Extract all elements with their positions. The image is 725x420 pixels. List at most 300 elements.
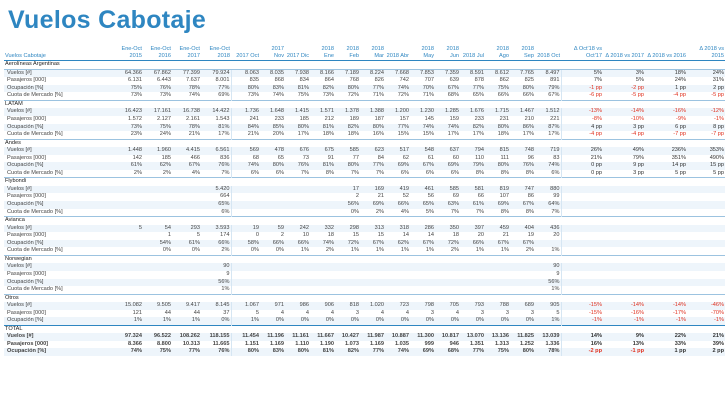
table-cell: 3 [355,309,359,316]
table-cell: 6.561 [201,147,231,155]
table-cell [114,232,143,240]
table-cell: 0 [231,232,260,240]
table-cell: 1% [551,247,560,254]
variation-cell [645,263,687,271]
table-cell: 65% [201,201,231,209]
table-cell: 1.572 [128,116,142,123]
table-cell: 83% [260,348,285,356]
table-cell: 62% [385,240,410,248]
table-cell: 77% [385,124,410,132]
variation-cell: -7 pp [673,131,686,138]
table-cell: 69% [410,348,435,356]
variation-cell: -1 pp [561,85,603,93]
table-cell: 231 [499,116,509,123]
variation-cell [603,286,645,294]
table-cell: 69% [385,162,410,170]
table-cell: 11.300 [410,333,435,341]
row-label: Pasajeros [000] [7,116,46,123]
variation-cell: 79% [632,154,644,161]
row-label: Ocupación [%] [4,348,114,356]
table-cell: 74% [535,162,561,170]
table-cell: 723 [385,302,410,310]
table-row [4,108,725,116]
table-row [4,155,725,163]
table-cell: 1.648 [260,108,285,116]
table-cell [385,263,410,271]
section-title: Otros [4,294,725,302]
row-label: Ocupación [%] [4,317,114,325]
table-cell: 3.593 [201,225,231,233]
table-cell: 210 [524,116,534,123]
table-cell: 73% [322,92,334,99]
table-cell [231,193,260,201]
table-cell: 84% [231,124,260,132]
column-header: Δ 2018 vs 2015 [687,46,725,61]
table-cell: 0% [162,247,171,254]
table-row [4,77,725,85]
row-label: Ocupación [%] [4,85,114,93]
variation-cell: -1 pp [603,348,645,356]
table-cell [114,271,143,279]
table-cell: 80% [260,162,285,170]
table-cell: 69% [218,92,230,99]
table-row [4,209,725,217]
table-cell [535,240,561,248]
table-cell: 3 [505,309,509,316]
table-cell: 233 [274,116,284,123]
table-cell [435,286,460,294]
table-cell: 81% [310,162,335,170]
table-row [4,116,725,124]
table-cell: 8% [525,169,534,176]
table-cell [114,209,143,217]
variation-cell [603,279,645,287]
table-cell: 0% [285,317,310,325]
table-cell: 517 [385,147,410,155]
table-cell: 419 [385,186,410,194]
variation-cell [687,186,725,194]
row-label: Cuota de Mercado [%] [7,247,63,254]
table-cell: 878 [474,77,484,84]
table-cell: 7.189 [335,69,360,77]
table-cell [410,286,435,294]
table-cell: 11.667 [310,333,335,341]
column-header: Ene-Oct 2018 [201,46,231,61]
table-cell: 69 [452,193,459,200]
table-cell: 54% [143,240,172,248]
variation-cell [687,286,725,294]
table-cell: 8.366 [128,340,142,347]
variation-cell: 21% [687,333,725,341]
table-cell: 17% [218,131,230,138]
table-cell: 1% [231,317,260,325]
table-row [4,92,725,100]
table-cell: 81% [310,124,335,132]
table-cell [260,201,285,209]
table-cell: 73% [159,92,171,99]
section-row [4,100,725,108]
table-cell: 17% [522,131,534,138]
table-cell [285,263,310,271]
variation-cell [561,209,603,217]
variation-cell [603,232,645,240]
table-cell: 986 [285,302,310,310]
variation-cell [603,186,645,194]
table-cell: 11.196 [260,333,285,341]
table-cell: 6% [400,169,409,176]
table-row [4,162,725,170]
table-cell: 82% [335,348,360,356]
table-cell: 466 [190,154,200,161]
variation-cell [561,279,603,287]
table-cell: 76% [143,85,172,93]
table-cell: 10.313 [182,340,200,347]
variation-cell [645,279,687,287]
variation-cell: 0 pp [561,162,603,170]
table-cell: 0% [191,247,200,254]
table-cell: 65% [472,92,484,99]
table-cell: 221 [550,116,560,123]
table-row [4,201,725,209]
table-cell: 768 [349,77,359,84]
table-cell [460,279,485,287]
table-cell: 75% [485,85,510,93]
row-label: Vuelos [#] [4,302,114,310]
variation-cell: 16% [561,341,603,349]
table-cell: 15 [352,232,359,239]
variation-cell: 14 pp [645,162,687,170]
table-cell: 76% [510,162,535,170]
table-cell: 169 [360,186,385,194]
table-cell: 819 [485,186,510,194]
table-cell: 61 [427,154,434,161]
variation-cell: 26% [561,147,603,155]
table-cell: 67% [410,162,435,170]
table-cell: 73% [130,92,142,99]
section-row [4,217,725,225]
table-cell [485,271,510,279]
table-cell: 0% [385,317,410,325]
variation-cell [687,232,725,240]
variation-cell: 21% [561,155,603,163]
table-row [4,85,725,93]
table-cell: 459 [485,225,510,233]
table-cell: 675 [310,147,335,155]
section-row [4,178,725,186]
table-cell: 1% [500,247,509,254]
table-cell: 74% [435,124,460,132]
table-cell: 72% [347,92,359,99]
variation-cell: -5 pp [711,92,724,99]
table-cell: 65 [277,154,284,161]
variation-cell: 4 pp [561,124,603,132]
table-cell [231,186,260,194]
variation-cell: 6 pp [645,124,687,132]
table-cell: 1% [375,247,384,254]
table-cell: 664 [220,193,230,200]
table-cell: 13.039 [535,333,561,341]
table-cell: 8.035 [260,69,285,77]
variation-cell: 7% [561,77,603,85]
table-cell: 3 [480,309,484,316]
table-cell: 7% [350,169,359,176]
table-cell [285,209,310,217]
variation-cell: -14% [603,108,645,116]
table-cell: 1.736 [231,108,260,116]
table-cell [485,279,510,287]
table-cell [260,193,285,201]
variation-cell [687,225,725,233]
variation-cell [561,225,603,233]
table-cell: 1.285 [435,108,460,116]
table-cell: 581 [460,186,485,194]
table-header [4,46,725,61]
table-cell: 90 [201,263,231,271]
row-label: Ocupación [%] [4,162,114,170]
row-label: Vuelos [#] [4,225,114,233]
row-label: Pasajeros [000] [7,77,46,84]
table-cell: 10 [302,232,309,239]
row-label: Cuota de Mercado [%] [7,286,63,293]
table-cell: 946 [449,340,459,347]
variation-cell: -5 pp [631,92,644,99]
table-cell [410,279,435,287]
table-cell: 17% [447,131,459,138]
table-cell [410,263,435,271]
variation-cell: 33% [674,340,686,347]
table-cell: 16% [372,131,384,138]
table-cell: 66% [285,240,310,248]
table-cell: 9.505 [143,302,172,310]
table-cell: 2% [325,247,334,254]
table-cell [385,286,410,294]
table-cell: 21% [231,131,260,139]
table-cell: 1.351 [470,340,484,347]
table-row [4,147,725,155]
table-cell [260,271,285,279]
table-cell: 4 [280,309,284,316]
variation-cell: -16% [630,309,644,316]
table-cell: 8.145 [201,302,231,310]
table-cell: 185 [299,116,309,123]
table-cell: 68% [435,348,460,356]
variation-cell: 3% [603,69,645,77]
table-cell: 72% [435,240,460,248]
variation-cell: 351% [671,154,686,161]
table-cell: 5% [425,208,434,215]
variation-cell [561,232,603,240]
table-cell: 67.862 [143,69,172,77]
row-label: Vuelos [#] [4,263,114,271]
table-cell: 83 [553,154,560,161]
table-cell: 74% [272,92,284,99]
table-cell [231,263,260,271]
table-cell: 17% [548,131,560,138]
table-cell: 23% [130,131,142,138]
table-cell [310,209,335,217]
table-cell: 75% [297,92,309,99]
table-cell: 332 [310,225,335,233]
row-label: Vuelos [#] [4,108,114,116]
table-cell: 4 [330,309,334,316]
table-row [4,225,725,233]
variation-cell: -4 pp [561,131,603,139]
table-cell: 1.960 [143,147,172,155]
table-cell: 16.738 [172,108,201,116]
table-cell: 2% [525,247,534,254]
table-cell: 81% [310,348,335,356]
table-cell: 6% [450,169,459,176]
table-row [4,131,725,139]
table-cell: 241 [231,116,260,124]
table-cell: 72% [335,240,360,248]
table-cell: 2% [133,169,142,176]
table-cell: 8% [475,169,484,176]
table-cell: 5 [114,225,143,233]
variation-cell: -46% [687,302,725,310]
table-cell [114,193,143,201]
table-cell [485,286,510,294]
table-cell: 7.359 [435,69,460,77]
table-cell: 1.336 [545,340,560,347]
table-cell [231,209,260,217]
table-cell: 742 [399,77,409,84]
table-cell: 20 [553,232,560,239]
variation-cell [687,209,725,217]
table-cell: 8.591 [460,69,485,77]
row-label: Ocupación [%] [4,201,114,209]
table-cell: 66% [201,240,231,248]
table-cell: 44 [193,309,200,316]
table-cell [260,286,285,294]
table-cell [172,279,201,287]
table-cell: 705 [435,302,460,310]
variation-cell: 5% [635,77,644,84]
table-cell: 17.161 [143,108,172,116]
table-body [4,61,725,356]
table-cell: 286 [410,225,435,233]
table-cell [172,186,201,194]
table-cell [335,271,360,279]
table-cell: 0% [310,317,335,325]
table-cell: 815 [485,147,510,155]
table-cell [143,186,172,194]
variation-cell: 22% [645,333,687,341]
table-cell: 4 [455,309,459,316]
row-label: Pasajeros [000] [7,154,46,161]
table-cell: 0% [435,317,460,325]
table-cell: 1% [350,247,359,254]
table-cell: 7% [375,169,384,176]
table-cell [143,263,172,271]
table-cell [435,279,460,287]
table-cell: 11.825 [510,333,535,341]
table-cell: 86% [510,124,535,132]
table-cell [310,186,335,194]
table-cell: 7.637 [186,77,200,84]
table-cell: 0% [275,247,284,254]
variation-cell [687,193,725,201]
variation-cell: 49% [603,147,645,155]
table-cell [510,286,535,294]
table-cell: 66% [260,240,285,248]
table-cell: 80% [485,124,510,132]
section-title: LATAM [4,100,725,108]
table-cell [310,193,335,201]
table-cell [143,201,172,209]
table-cell: 4 [405,309,409,316]
variation-cell: -15% [561,310,603,318]
table-cell: 2 [280,232,284,239]
table-row [4,348,725,356]
variation-cell [687,247,725,255]
variation-cell: -15% [561,302,603,310]
variation-cell [687,240,725,248]
table-cell: 835 [231,77,260,85]
table-cell [260,279,285,287]
table-row [4,341,725,349]
table-cell: 65% [410,201,435,209]
variation-cell: -14% [603,302,645,310]
variation-cell: 14% [561,333,603,341]
column-header: 2017 Dic [285,46,310,61]
table-cell: 66% [460,240,485,248]
row-label: Vuelos [#] [4,186,114,194]
variation-cell: -1% [603,317,645,325]
table-cell: 1.388 [360,108,385,116]
variation-cell: -13% [561,108,603,116]
table-cell: 58% [231,240,260,248]
table-cell: 836 [220,154,230,161]
table-row [4,69,725,77]
table-cell: 1% [143,317,172,325]
variation-cell: -7 pp [711,131,724,138]
table-cell: 74% [231,162,260,170]
table-cell: 404 [510,225,535,233]
table-cell: 19 [527,232,534,239]
table-cell: 18 [327,232,334,239]
table-cell [285,286,310,294]
table-cell: 80% [231,348,260,356]
row-label: Vuelos [#] [4,147,114,155]
table-cell: 64% [535,201,561,209]
table-cell: 14.422 [201,108,231,116]
table-cell: 689 [510,302,535,310]
table-cell: 2.161 [186,116,200,123]
table-cell: 56% [535,279,561,287]
table-cell: 74% [410,124,435,132]
variation-cell [603,193,645,201]
table-cell: 7% [475,208,484,215]
section-row [4,61,725,70]
table-cell [285,186,310,194]
table-cell: 8.166 [310,69,335,77]
variation-cell: 5 pp [675,169,686,176]
table-cell [360,271,385,279]
table-cell [260,209,285,217]
table-cell: 174 [220,232,230,239]
table-cell [114,286,143,294]
table-cell: 1.571 [310,108,335,116]
table-cell: 13.136 [485,333,510,341]
variation-cell [603,271,645,279]
table-cell [143,271,172,279]
column-header: 2018 Mar [360,46,385,61]
table-cell: 1.035 [395,340,409,347]
table-cell: 91 [327,154,334,161]
table-cell [335,286,360,294]
table-cell: 74% [310,240,335,248]
